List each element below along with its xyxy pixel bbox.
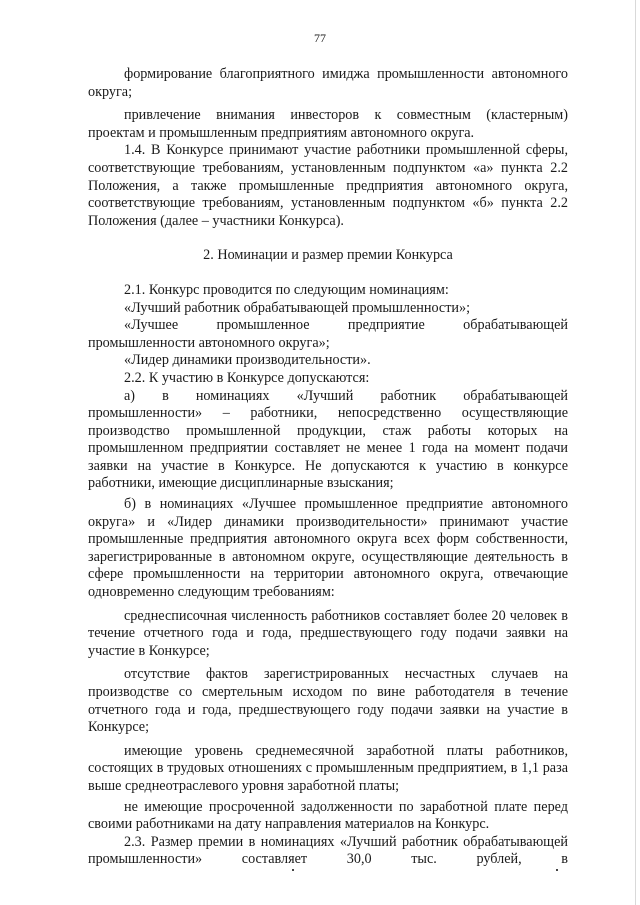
scan-edge-line xyxy=(635,0,636,905)
paragraph-2-3: 2.3. Размер премии в номинациях «Лучший работник обрабатывающей промышленности» составляет 30,0 тыс. рублей, в xyxy=(88,833,568,868)
paragraph-2-2: 2.2. К участию в Конкурсе допускаются: xyxy=(124,369,370,386)
paragraph-1-4: 1.4. В Конкурсе принимают участие работники промышленной сферы, соответствующие требованиям, установленным подпунктом «а» пункта 2.2 Положения, а также промышленные предприятия автономного округа, соответствующие требованиям, установленным подпунктом «б» пункта 2.2 Положения (далее – участники Конкурса). xyxy=(88,142,568,229)
nomination-productivity-leader: «Лидер динамики производительности». xyxy=(124,352,371,369)
requirement-salary-level: имеющие уровень среднемесячной заработной платы работников, состоящих в трудовых отношениях с промышленным предприятием, в 1,1 раза выше среднеотраслевого уровня заработной платы; xyxy=(88,742,568,794)
requirement-no-accidents: отсутствие фактов зарегистрированных несчастных случаев на производстве со смертельным исходом по вине работодателя в течение отчетного года и года, предшествующего году подачи заявки на участие в Конкурсе; xyxy=(88,666,568,736)
requirement-headcount: среднесписочная численность работников составляет более 20 человек в течение отчетного года и года, предшествующего году подачи заявки на участие в Конкурсе; xyxy=(88,607,568,659)
section-heading: 2. Номинации и размер премии Конкурса xyxy=(203,247,453,264)
scan-speck xyxy=(292,869,294,871)
paragraph-investor-goal: привлечение внимания инвесторов к совместным (кластерным) проектам и промышленным предприятиям автономного округа. xyxy=(88,107,568,141)
paragraph-2-1: 2.1. Конкурс проводится по следующим номинациям: xyxy=(124,281,449,298)
paragraph-2-2-a: а) в номинациях «Лучший работник обрабатывающей промышленности» – работники, непосредственно осуществляющие производство промышленной продукции, стаж работы которых на промышленном предприятии составляет не менее 1 года на момент подачи заявки на участие в Конкурсе. Не допускаются к участию в конкурсе работники, имеющие дисциплинарные взыскания; xyxy=(88,387,568,492)
scan-speck xyxy=(556,869,558,871)
document-body xyxy=(88,66,568,869)
nomination-best-enterprise: «Лучшее промышленное предприятие обрабатывающей промышленности автономного округа»; xyxy=(88,317,568,351)
page-number: 77 xyxy=(314,31,326,45)
requirement-no-wage-debt: не имеющие просроченной задолженности по заработной плате перед своими работниками на дату направления материалов на Конкурс. xyxy=(88,798,568,833)
paragraph-2-2-b: б) в номинациях «Лучшее промышленное предприятие автономного округа» и «Лидер динамики производительности» принимают участие промышленные предприятия автономного округа всех форм собственности, зарегистрированные в автономном округе, осуществляющие деятельность в сфере промышленности на территории автономного округа, отвечающие одновременно следующим требованиям: xyxy=(88,496,568,601)
nomination-best-worker: «Лучший работник обрабатывающей промышленности»; xyxy=(124,299,471,316)
paragraph-image-goal: формирование благоприятного имиджа промышленности автономного округа; xyxy=(88,66,568,100)
